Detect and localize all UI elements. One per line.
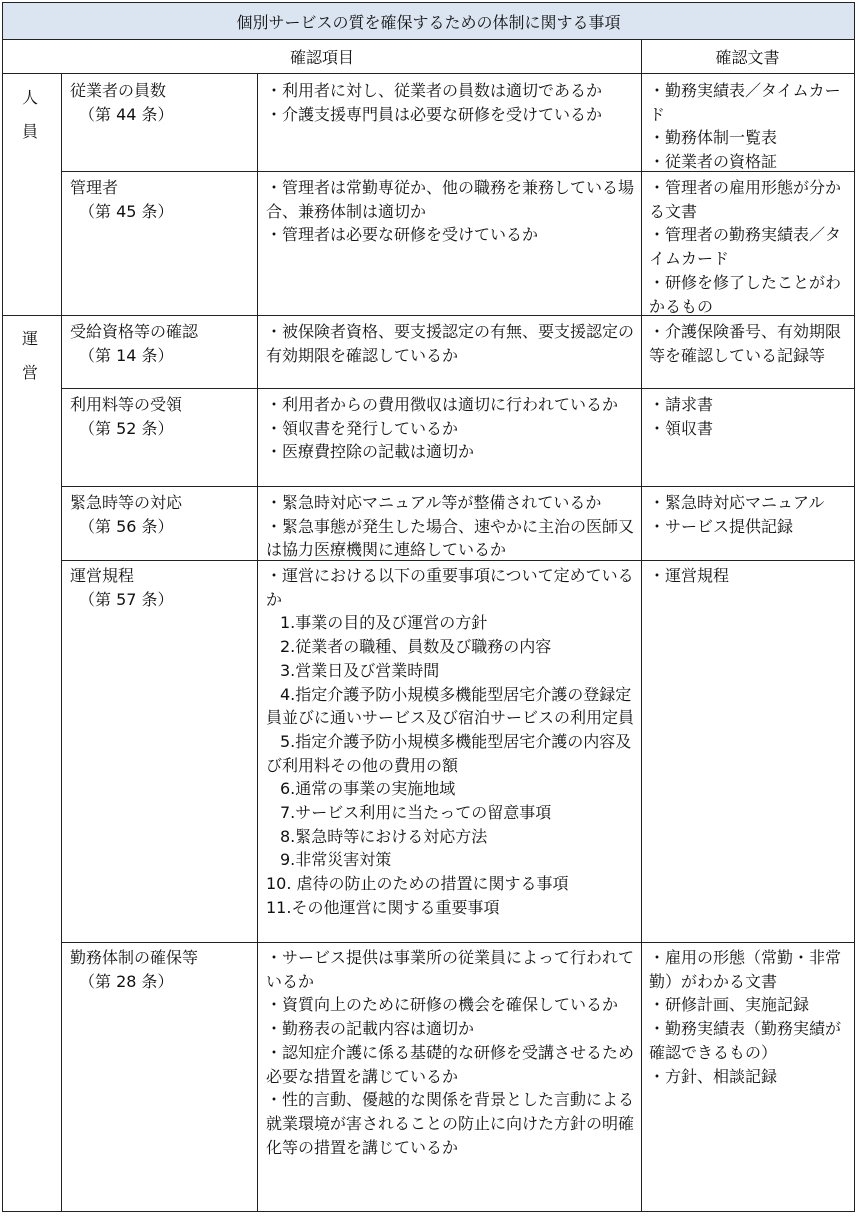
check-item: 9.非常災害対策 — [280, 850, 392, 870]
checklist-table — [2, 2, 855, 1212]
doc-item: ・領収書 — [649, 418, 714, 438]
check-item: 6.通常の事業の実施地域 — [280, 779, 456, 799]
divider-item — [257, 74, 258, 1211]
section-char: 員 — [21, 122, 38, 141]
check-item: ・利用者からの費用徴収は適切に行われているか — [266, 395, 619, 414]
doc-item: ・従業者の資格証 — [649, 152, 778, 172]
item-article: （第 56 条） — [79, 516, 174, 536]
doc-item: ・方針、相談記録 — [649, 1066, 778, 1086]
doc-item: ・サービス提供記録 — [649, 516, 794, 536]
check-item: 7.サービス利用に当たっての留意事項 — [280, 803, 552, 823]
item-name-cell — [70, 946, 255, 993]
check-cell — [266, 320, 637, 367]
doc-item: ・緊急時対応マニュアル — [649, 493, 825, 512]
doc-item: ・管理者の雇用形態が分かる文書 — [649, 178, 842, 221]
divider-section — [61, 74, 62, 1211]
item-article: （第 57 条） — [79, 589, 174, 609]
item-article: （第 14 条） — [79, 345, 174, 365]
check-item: ・サービス提供は事業所の従業員によって行われているか — [266, 948, 635, 991]
item-article: （第 28 条） — [79, 971, 174, 991]
item-name: 管理者 — [70, 178, 119, 197]
doc-item: ・介護保険番号、有効期限等を確認している記録等 — [649, 322, 842, 365]
check-item: 10. 虐待の防止のための措置に関する事項 — [266, 874, 569, 894]
section-personnel — [15, 81, 45, 149]
table-title: 個別サービスの質を確保するための体制に関する事項 — [3, 3, 854, 40]
doc-item: ・勤務実績表／タイムカード — [649, 81, 841, 124]
doc-item: ・運営規程 — [649, 566, 730, 585]
doc-cell — [649, 176, 851, 318]
item-name-cell — [70, 79, 255, 126]
divider-docs — [641, 40, 642, 1211]
doc-item: ・勤務体制一覧表 — [649, 128, 778, 148]
item-name-cell — [70, 564, 255, 611]
item-name: 従業者の員数 — [70, 81, 167, 100]
doc-item: ・管理者の勤務実績表／タイムカード — [649, 225, 842, 269]
item-name: 勤務体制の確保等 — [70, 948, 199, 967]
doc-cell — [649, 320, 851, 367]
check-item: ・利用者に対し、従業者の員数は適切であるか — [266, 81, 603, 100]
item-name: 緊急時等の対応 — [70, 493, 183, 512]
check-item: 4.指定介護予防小規模多機能型居宅介護の登録定員並びに通いサービス及び宿泊サービスの利用定員 — [266, 684, 635, 728]
check-item: 11.その他運営に関する重要事項 — [266, 897, 500, 917]
check-item: ・運営における以下の重要事項について定めているか — [266, 566, 634, 609]
item-name: 受給資格等の確認 — [70, 322, 199, 341]
check-item: ・医療費控除の記載は適切か — [266, 442, 475, 462]
section-char: 人 — [21, 88, 38, 107]
header-docs: 確認文書 — [715, 48, 780, 67]
row-divider — [61, 388, 854, 389]
check-item: 5.指定介護予防小規模多機能型居宅介護の内容及び利用料その他の費用の額 — [266, 731, 632, 775]
check-cell — [266, 946, 637, 1159]
check-item: ・緊急時対応マニュアル等が整備されているか — [266, 493, 602, 512]
item-name-cell — [70, 320, 255, 367]
check-cell — [266, 176, 637, 247]
check-item: ・被保険者資格、要支援認定の有無、要支援認定の有効期限を確認しているか — [266, 322, 635, 365]
check-item: ・勤務表の記載内容は適切か — [266, 1019, 475, 1039]
doc-cell — [649, 491, 851, 538]
item-article: （第 52 条） — [79, 418, 174, 438]
doc-cell — [649, 946, 851, 1088]
doc-item: ・研修を修了したことがわかるもの — [649, 272, 842, 316]
doc-item: ・雇用の形態（常勤・非常勤）がわかる文書 — [649, 948, 842, 991]
item-name: 運営規程 — [70, 566, 135, 585]
section-char: 営 — [21, 363, 38, 382]
item-article: （第 44 条） — [79, 104, 174, 124]
doc-item: ・勤務実績表（勤務実績が確認できるもの） — [649, 1019, 842, 1062]
check-item: 8.緊急時等における対応方法 — [280, 826, 488, 846]
doc-cell — [649, 79, 851, 174]
check-item: ・管理者は必要な研修を受けているか — [266, 225, 539, 245]
header-items: 確認項目 — [289, 48, 354, 67]
check-item: 3.営業日及び営業時間 — [280, 660, 440, 680]
doc-cell — [649, 564, 851, 588]
check-item: ・性的言動、優越的な関係を背景とした言動による就業環境が害されることの防止に向けた方針の明確化等の措置を講じているか — [266, 1090, 635, 1157]
row-divider — [61, 942, 854, 943]
item-article: （第 45 条） — [79, 201, 174, 221]
item-name: 利用料等の受領 — [70, 395, 183, 414]
section-char: 運 — [21, 329, 38, 348]
check-item: ・資質向上のために研修の機会を確保しているか — [266, 995, 619, 1015]
section-operations — [15, 322, 45, 390]
check-item: ・領収書を発行しているか — [266, 418, 459, 438]
check-item: ・認知症介護に係る基礎的な研修を受講させるため必要な措置を講じているか — [266, 1042, 635, 1086]
check-cell — [266, 491, 637, 562]
check-item: ・管理者は常勤専従か、他の職務を兼務している場合、兼務体制は適切か — [266, 178, 635, 221]
check-cell — [266, 79, 637, 126]
check-item: 2.従業者の職種、員数及び職務の内容 — [280, 637, 552, 657]
item-name-cell — [70, 176, 255, 223]
item-name-cell — [70, 393, 255, 440]
check-cell — [266, 564, 637, 920]
check-cell — [266, 393, 637, 464]
item-name-cell — [70, 491, 255, 538]
row-divider — [61, 486, 854, 487]
doc-cell — [649, 393, 851, 440]
doc-item: ・研修計画、実施記録 — [649, 995, 810, 1015]
doc-item: ・請求書 — [649, 395, 714, 414]
check-item: ・介護支援専門員は必要な研修を受けているか — [266, 104, 603, 124]
check-item: ・緊急事態が発生した場合、速やかに主治の医師又は協力医療機関に連絡しているか — [266, 516, 635, 560]
check-item: 1.事業の目的及び運営の方針 — [280, 613, 488, 633]
